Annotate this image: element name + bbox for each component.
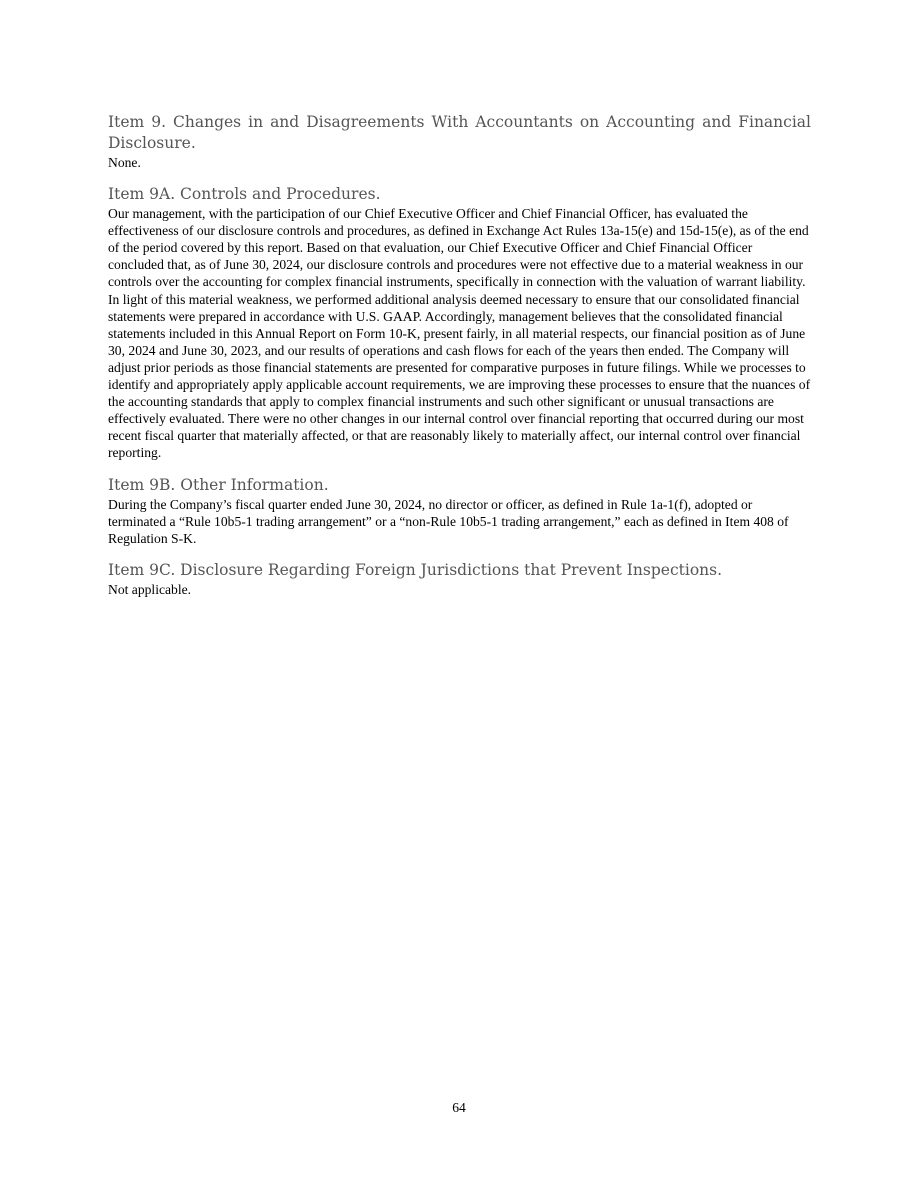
page-number: 64 (452, 1100, 466, 1115)
section-heading: Item 9A. Controls and Procedures. (108, 185, 381, 204)
section-item-9c (108, 560, 811, 598)
page-content (108, 112, 811, 611)
section-body: Our management, with the participation of our Chief Executive Officer and Chief Financial Officer, has evaluated the effectiveness of our disclosure controls and procedures, as defined in Exchange Act Rules 13a-15(e) and 15d-15(e), as of the end of the period covered by this report. Based on that evaluation, our Chief Executive Officer and Chief Financial Officer concluded that, as of June 30, 2024, our disclosure controls and procedures were not effective due to a material weakness in our controls over the accounting for complex financial instruments, specifically in connection with the valuation of warrant liability. In light of this material weakness, we performed additional analysis deemed necessary to ensure that our consolidated financial statements were prepared in accordance with U.S. GAAP. Accordingly, management believes that the consolidated financial statements included in this Annual Report on Form 10-K, present fairly, in all material respects, our financial position as of June 30, 2024 and June 30, 2023, and our results of operations and cash flows for each of the years then ended. The Company will adjust prior periods as those financial statements are presented for comparative purposes in future filings. While we processes to identify and appropriately apply applicable account requirements, we are improving these processes to ensure that the nuances of the accounting standards that apply to complex financial instruments and such other significant or unusual transactions are effectively evaluated. There were no other changes in our internal control over financial reporting that occurred during our most recent fiscal quarter that materially affected, or that are reasonably likely to materially affect, our internal control over financial reporting. (108, 206, 811, 461)
section-heading: Item 9. Changes in and Disagreements With Accountants on Accounting and Financial Disclosure. (108, 113, 811, 152)
section-heading: Item 9B. Other Information. (108, 475, 329, 494)
section-body: During the Company’s fiscal quarter ended June 30, 2024, no director or officer, as defined in Rule 1a-1(f), adopted or terminated a “Rule 10b5-1 trading arrangement” or a “non-Rule 10b5-1 trading arrangement,” each as defined in Item 408 of Regulation S-K. (108, 496, 789, 546)
section-item-9b (108, 475, 811, 547)
section-item-9 (108, 112, 811, 171)
section-body: None. (108, 155, 141, 170)
section-body: Not applicable. (108, 581, 192, 597)
section-item-9a (108, 184, 811, 461)
section-heading: Item 9C. Disclosure Regarding Foreign Jurisdictions that Prevent Inspections. (108, 560, 723, 579)
